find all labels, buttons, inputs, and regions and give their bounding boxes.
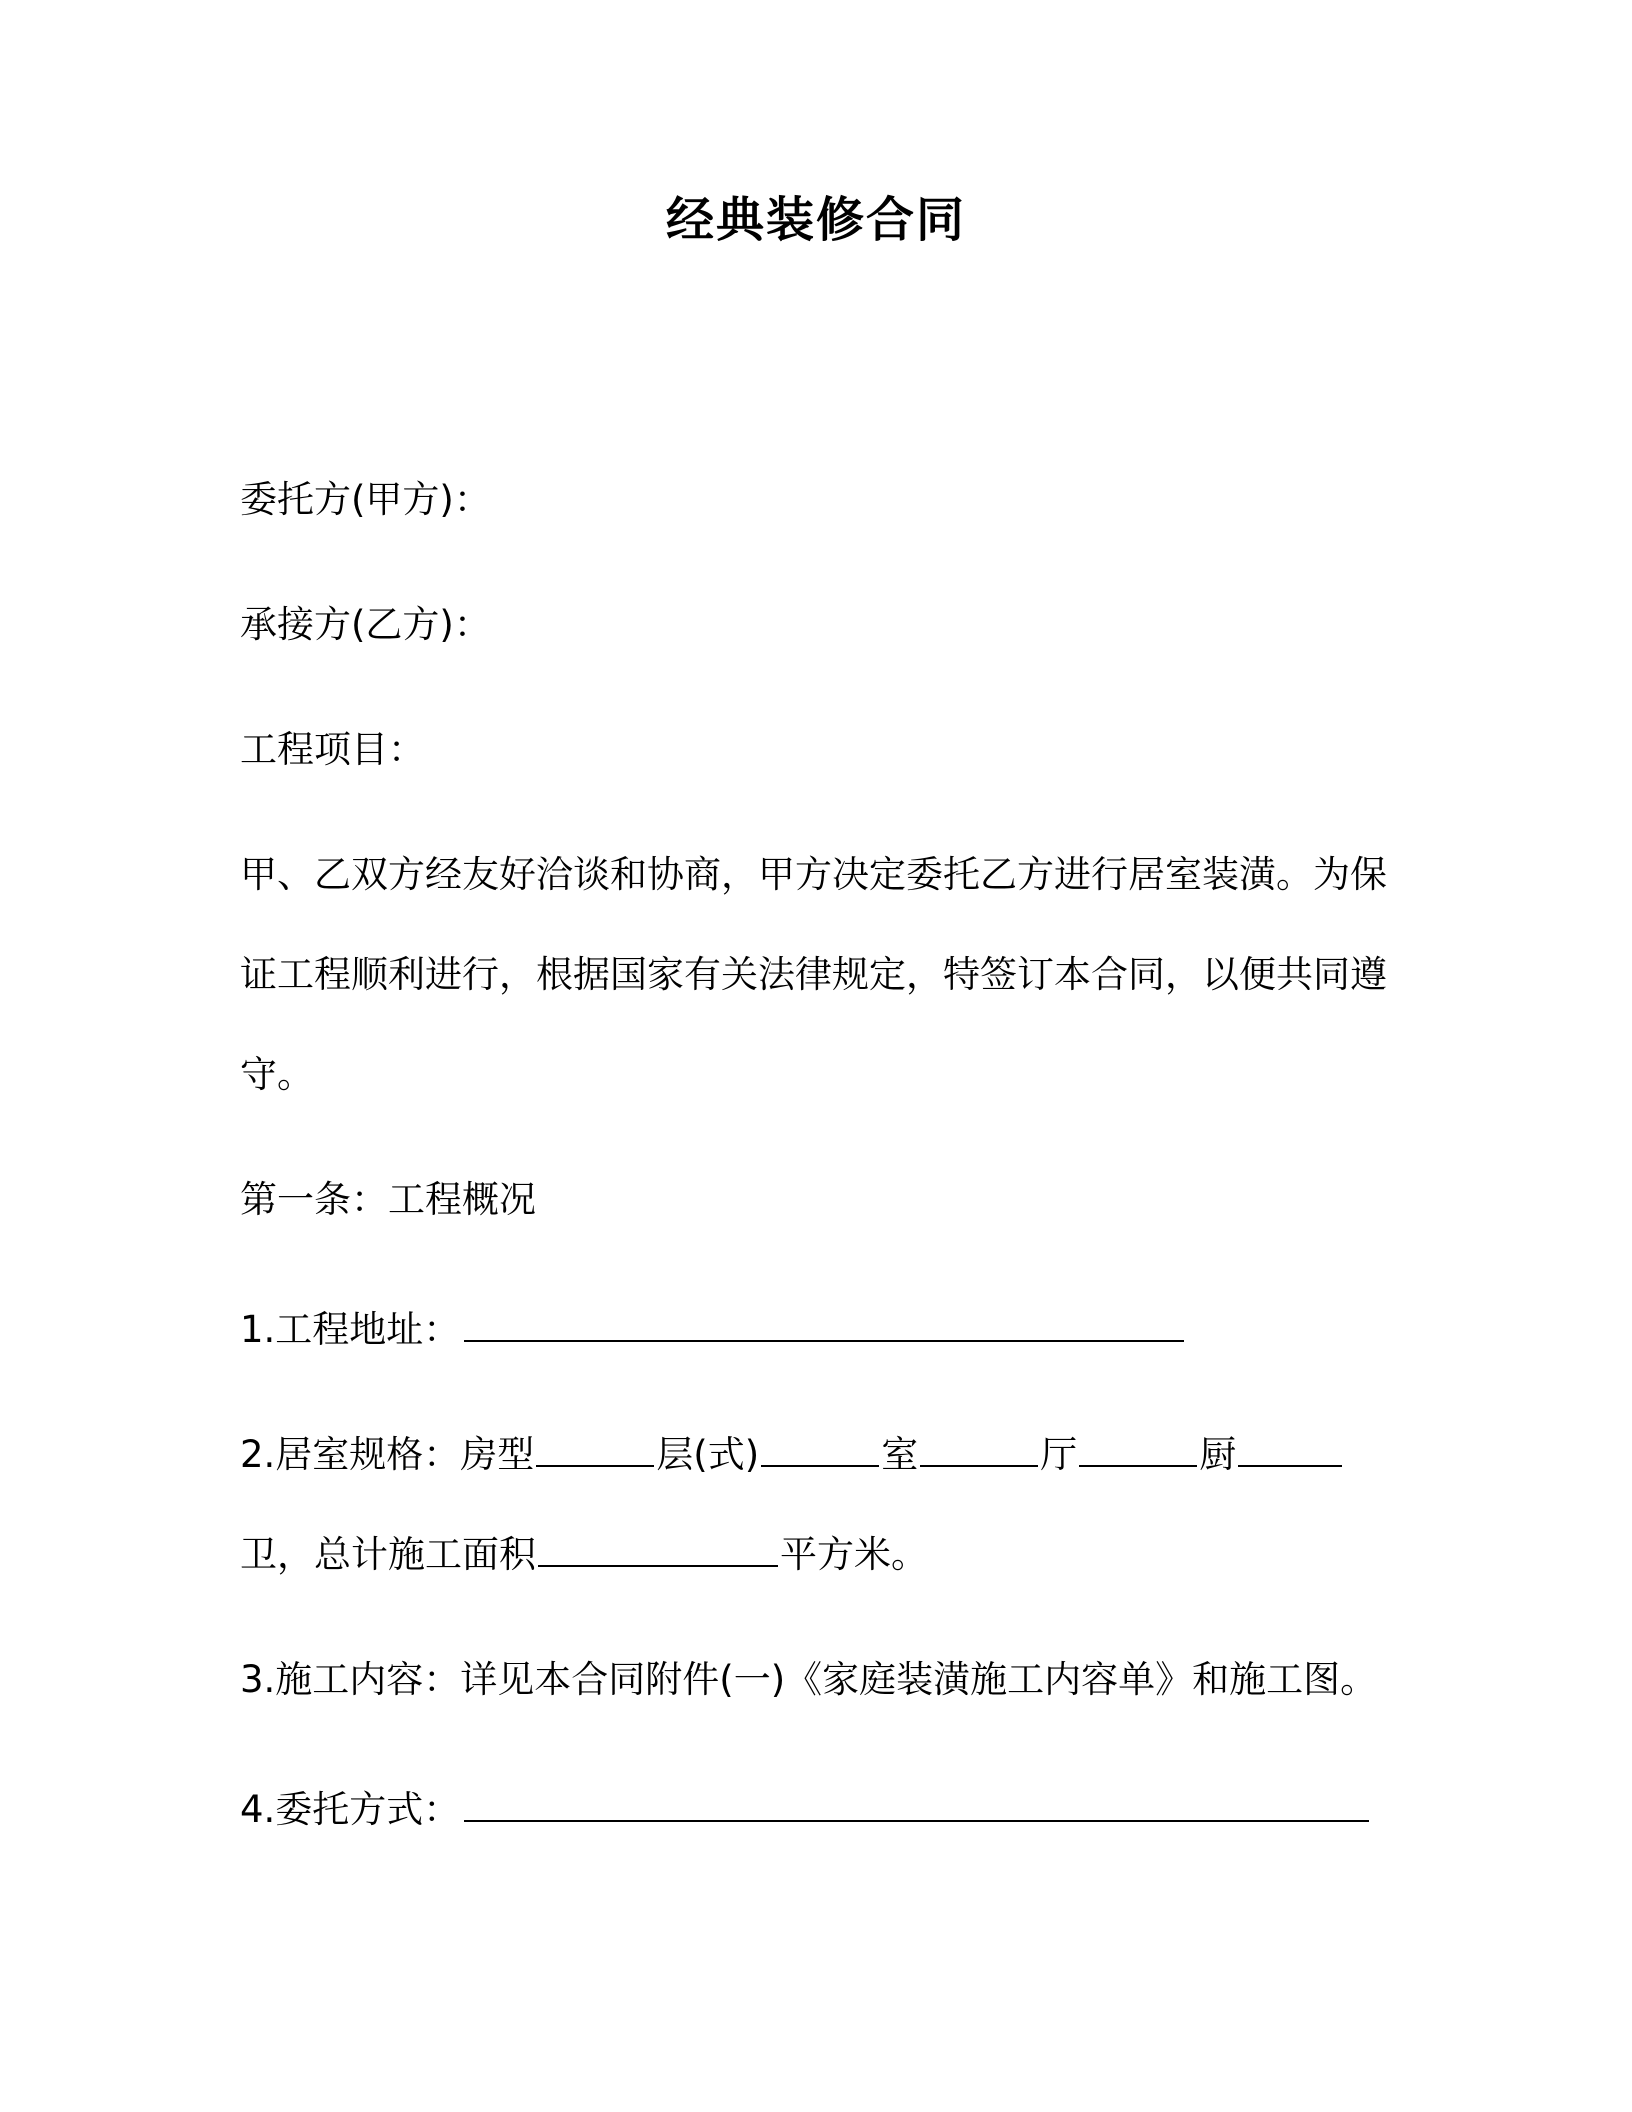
- project-label: 工程项目：: [240, 728, 425, 771]
- party-b-line: [240, 600, 1440, 650]
- hall-count-blank[interactable]: [920, 1435, 1038, 1467]
- room-label: 室: [881, 1433, 919, 1476]
- intro-paragraph: 甲、乙双方经友好洽谈和协商，甲方决定委托乙方进行居室装潢。为保证工程顺利进行，根据国家有关法律规定，特签订本合同，以便共同遵守。: [240, 853, 1387, 1096]
- area-unit-label: 平方米。: [780, 1533, 928, 1576]
- item-content-line: 3.施工内容：详见本合同附件(一)《家庭装潢施工内容单》和施工图。: [240, 1658, 1378, 1701]
- room-count-blank[interactable]: [761, 1435, 879, 1467]
- floor-type-label: 层(式): [656, 1433, 760, 1476]
- project-line: [240, 725, 1440, 775]
- bath-area-label: 卫，总计施工面积: [240, 1533, 536, 1576]
- article-1-heading: 第一条：工程概况: [240, 1178, 536, 1221]
- bath-count-blank[interactable]: [1238, 1435, 1342, 1467]
- item-address-line: [240, 1305, 1440, 1355]
- area-blank[interactable]: [538, 1535, 778, 1567]
- method-blank[interactable]: [464, 1790, 1369, 1822]
- address-label: 1.工程地址：: [240, 1308, 461, 1351]
- hall-label: 厅: [1040, 1433, 1078, 1476]
- address-blank[interactable]: [464, 1310, 1184, 1342]
- party-a-line: [240, 475, 1440, 525]
- room-spec-label: 2.居室规格：房型: [240, 1433, 535, 1476]
- kitchen-count-blank[interactable]: [1079, 1435, 1197, 1467]
- item-area-line: [240, 1530, 1440, 1580]
- document-title: 经典装修合同: [665, 192, 966, 248]
- item-room-spec-line: [240, 1430, 1440, 1480]
- floor-type-blank[interactable]: [536, 1435, 654, 1467]
- kitchen-label: 厨: [1199, 1433, 1237, 1476]
- method-label: 4.委托方式：: [240, 1788, 461, 1831]
- party-b-label: 承接方(乙方)：: [240, 603, 491, 646]
- item-method-line: [240, 1785, 1440, 1835]
- party-a-label: 委托方(甲方)：: [240, 478, 491, 521]
